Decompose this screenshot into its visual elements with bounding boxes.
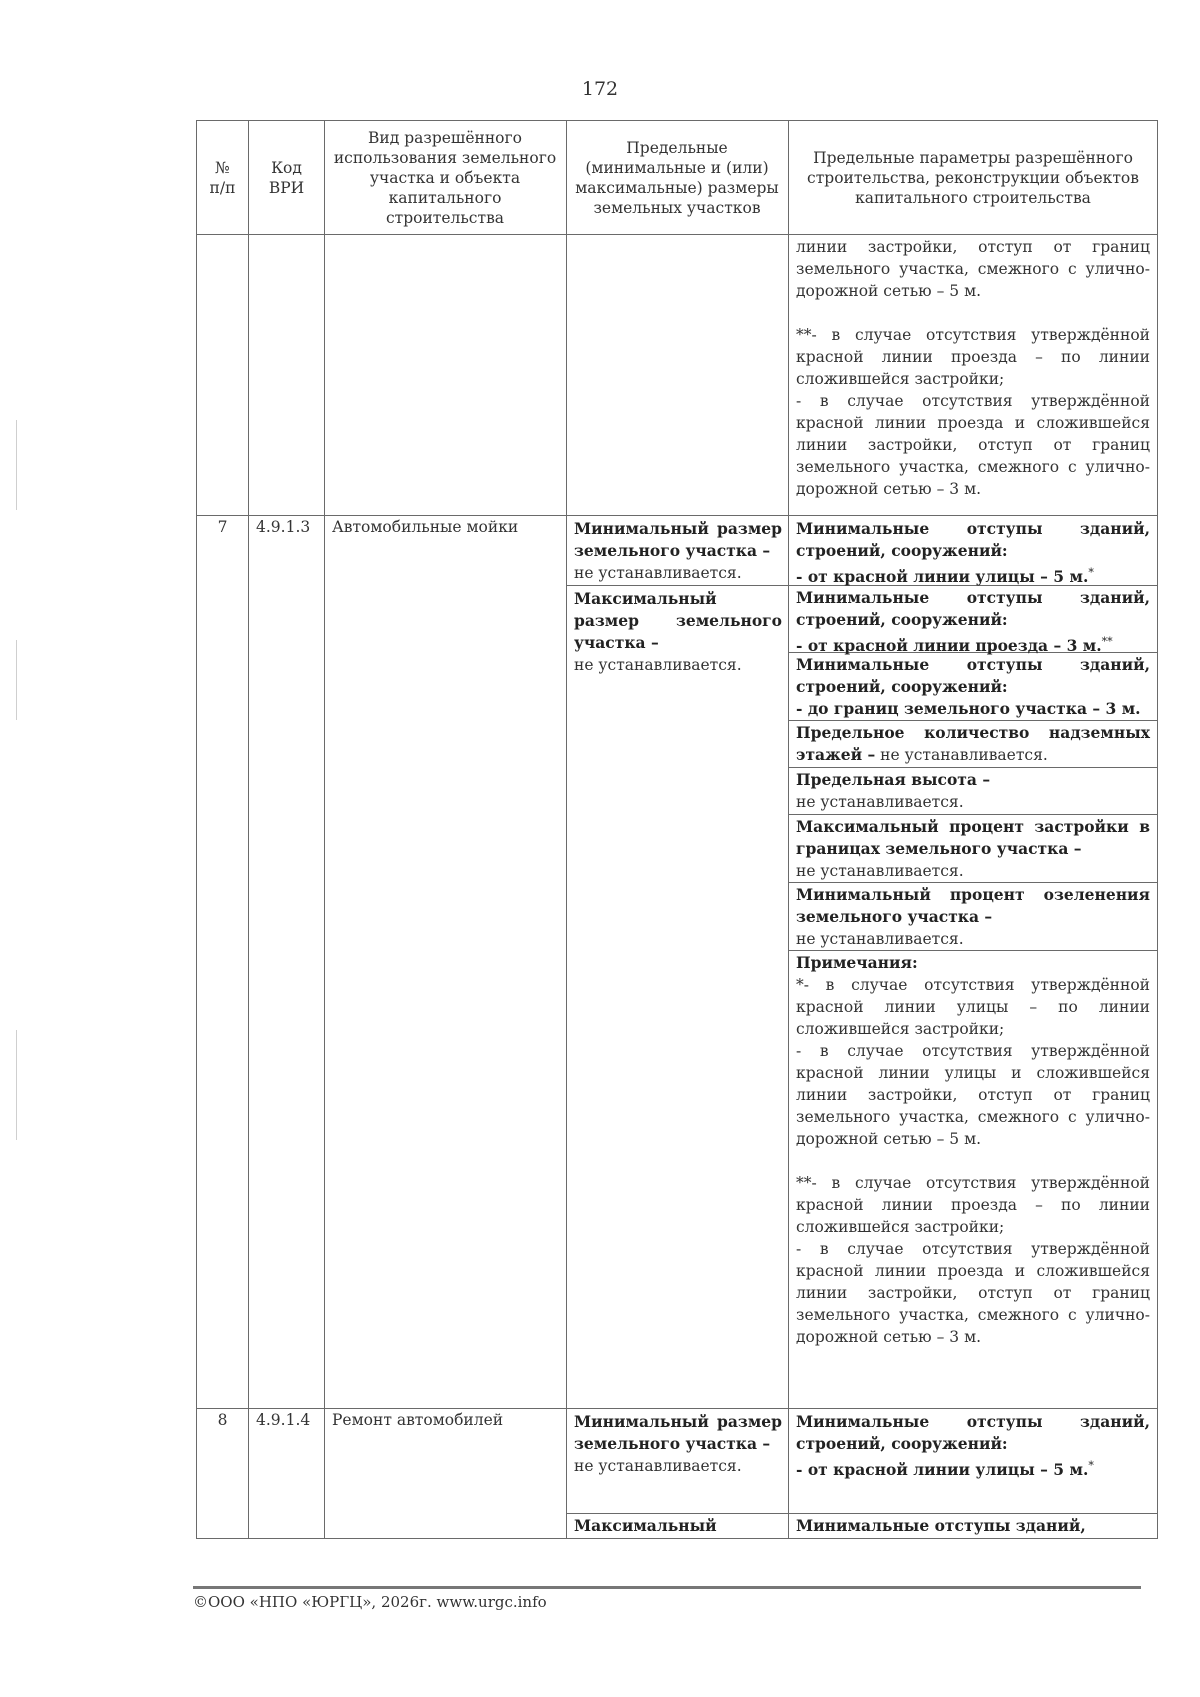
- row7-name: Автомобильные мойки: [332, 518, 519, 536]
- row7-max-size-label: Максимальный размер земельного участка –: [574, 589, 782, 652]
- row7-build-percent: [796, 816, 1150, 882]
- continuation-p3: - в случае отсутствия утверждённой красной линии проезда и сложившейся линии застройки, отступ от границ земельного участка, смежного с улично-дорожной сетью – 3 м.: [796, 392, 1150, 498]
- row7-setback-street: [796, 518, 1150, 588]
- continuation-p1: линии застройки, отступ от границ земельного участка, смежного с улично-дорожной сетью – 5 м.: [796, 238, 1150, 300]
- header-type: Вид разрешённого использования земельного участка и объекта капитального строительства: [333, 128, 557, 227]
- row7-setback-street-head: Минимальные отступы зданий, строений, сооружений:: [796, 519, 1150, 560]
- row8-min-size: [574, 1411, 782, 1477]
- row7-notes-head: Примечания:: [796, 953, 918, 972]
- row8-max-size: Максимальный: [574, 1516, 717, 1535]
- row7-setback-drive-value: - от красной линии проезда – 3 м.: [796, 636, 1102, 656]
- footer-copyright: ©ООО «НПО «ЮРГЦ», 2026г. www.urgc.info: [193, 1593, 547, 1611]
- row8-setback-street-value: - от красной линии улицы – 5 м.: [796, 1460, 1089, 1480]
- row7-setback-border-value: - до границ земельного участка – 3 м.: [796, 699, 1141, 718]
- row7-max-size: [574, 588, 782, 676]
- row7-min-size-value: не устанавливается.: [574, 564, 742, 582]
- row7-note-1: *- в случае отсутствия утверждённой красной линии улицы – по линии сложившейся застройки;: [796, 976, 1150, 1038]
- row7-setback-drive-head: Минимальные отступы зданий, строений, сооружений:: [796, 588, 1150, 629]
- header-size: Предельные (минимальные и (или) максимальные) размеры земельных участков: [575, 138, 779, 217]
- row7-note-4: - в случае отсутствия утверждённой красной линии проезда и сложившейся линии застройки, отступ от границ земельного участка, смежного с улично-дорожной сетью – 3 м.: [796, 1240, 1150, 1346]
- row8-setback-street: [796, 1411, 1150, 1481]
- row7-floors: [796, 722, 1150, 766]
- scan-margin-mark: [16, 640, 17, 720]
- row8-setback-street-mark: *: [1088, 1459, 1094, 1472]
- row7-height-label: Предельная высота –: [796, 770, 991, 789]
- row7-setback-drive: [796, 587, 1150, 657]
- scan-margin-mark: [16, 420, 17, 510]
- continuation-text: [796, 236, 1150, 500]
- page-number: 172: [581, 78, 619, 100]
- row7-notes: [796, 952, 1150, 1348]
- row7-min-size-label: Минимальный размер земельного участка –: [574, 519, 782, 560]
- row8-code: 4.9.1.4: [256, 1411, 311, 1429]
- regulation-table: [196, 120, 1158, 1539]
- row7-height-value: не устанавливается.: [796, 793, 964, 811]
- header-code: Код ВРИ: [268, 158, 305, 197]
- row7-min-size: [574, 518, 782, 584]
- row7-green-percent: [796, 884, 1150, 950]
- row7-height: [796, 769, 1150, 813]
- continuation-p2: **- в случае отсутствия утверждённой красной линии проезда – по линии сложившейся застройки;: [796, 326, 1150, 388]
- row7-setback-border: [796, 654, 1150, 720]
- row7-green-percent-value: не устанавливается.: [796, 930, 964, 948]
- row7-green-percent-label: Минимальный процент озеленения земельного участка –: [796, 885, 1150, 926]
- footer-rule: [193, 1586, 1141, 1589]
- row7-build-percent-label: Максимальный процент застройки в границах земельного участка –: [796, 817, 1150, 858]
- row8-name: Ремонт автомобилей: [332, 1411, 504, 1429]
- row7-floors-label: Предельное количество надземных этажей –: [796, 723, 1150, 764]
- header-num: № п/п: [209, 158, 236, 197]
- row7-floors-value: не устанавливается.: [875, 746, 1048, 764]
- row7-max-size-value: не устанавливается.: [574, 656, 742, 674]
- row7-setback-border-head: Минимальные отступы зданий, строений, сооружений:: [796, 655, 1150, 696]
- row8-num: 8: [217, 1411, 228, 1429]
- row8-min-size-label: Минимальный размер земельного участка –: [574, 1412, 782, 1453]
- row7-setback-street-mark: *: [1088, 566, 1094, 579]
- row7-setback-street-value: - от красной линии улицы – 5 м.: [796, 567, 1089, 587]
- row7-setback-drive-mark: **: [1101, 635, 1113, 648]
- row7-note-2: - в случае отсутствия утверждённой красной линии улицы и сложившейся линии застройки, отступ от границ земельного участка, смежного с улично-дорожной сетью – 5 м.: [796, 1042, 1150, 1148]
- row8-setback-next: Минимальные отступы зданий,: [796, 1516, 1086, 1535]
- row8-setback-street-head: Минимальные отступы зданий, строений, сооружений:: [796, 1412, 1150, 1453]
- row7-note-3: **- в случае отсутствия утверждённой красной линии проезда – по линии сложившейся застройки;: [796, 1174, 1150, 1236]
- scan-margin-mark: [16, 1030, 17, 1140]
- row7-num: 7: [217, 518, 228, 536]
- row7-build-percent-value: не устанавливается.: [796, 862, 964, 880]
- row7-code: 4.9.1.3: [256, 518, 311, 536]
- row8-min-size-value: не устанавливается.: [574, 1457, 742, 1475]
- header-params: Предельные параметры разрешённого строительства, реконструкции объектов капитального строительства: [807, 148, 1139, 207]
